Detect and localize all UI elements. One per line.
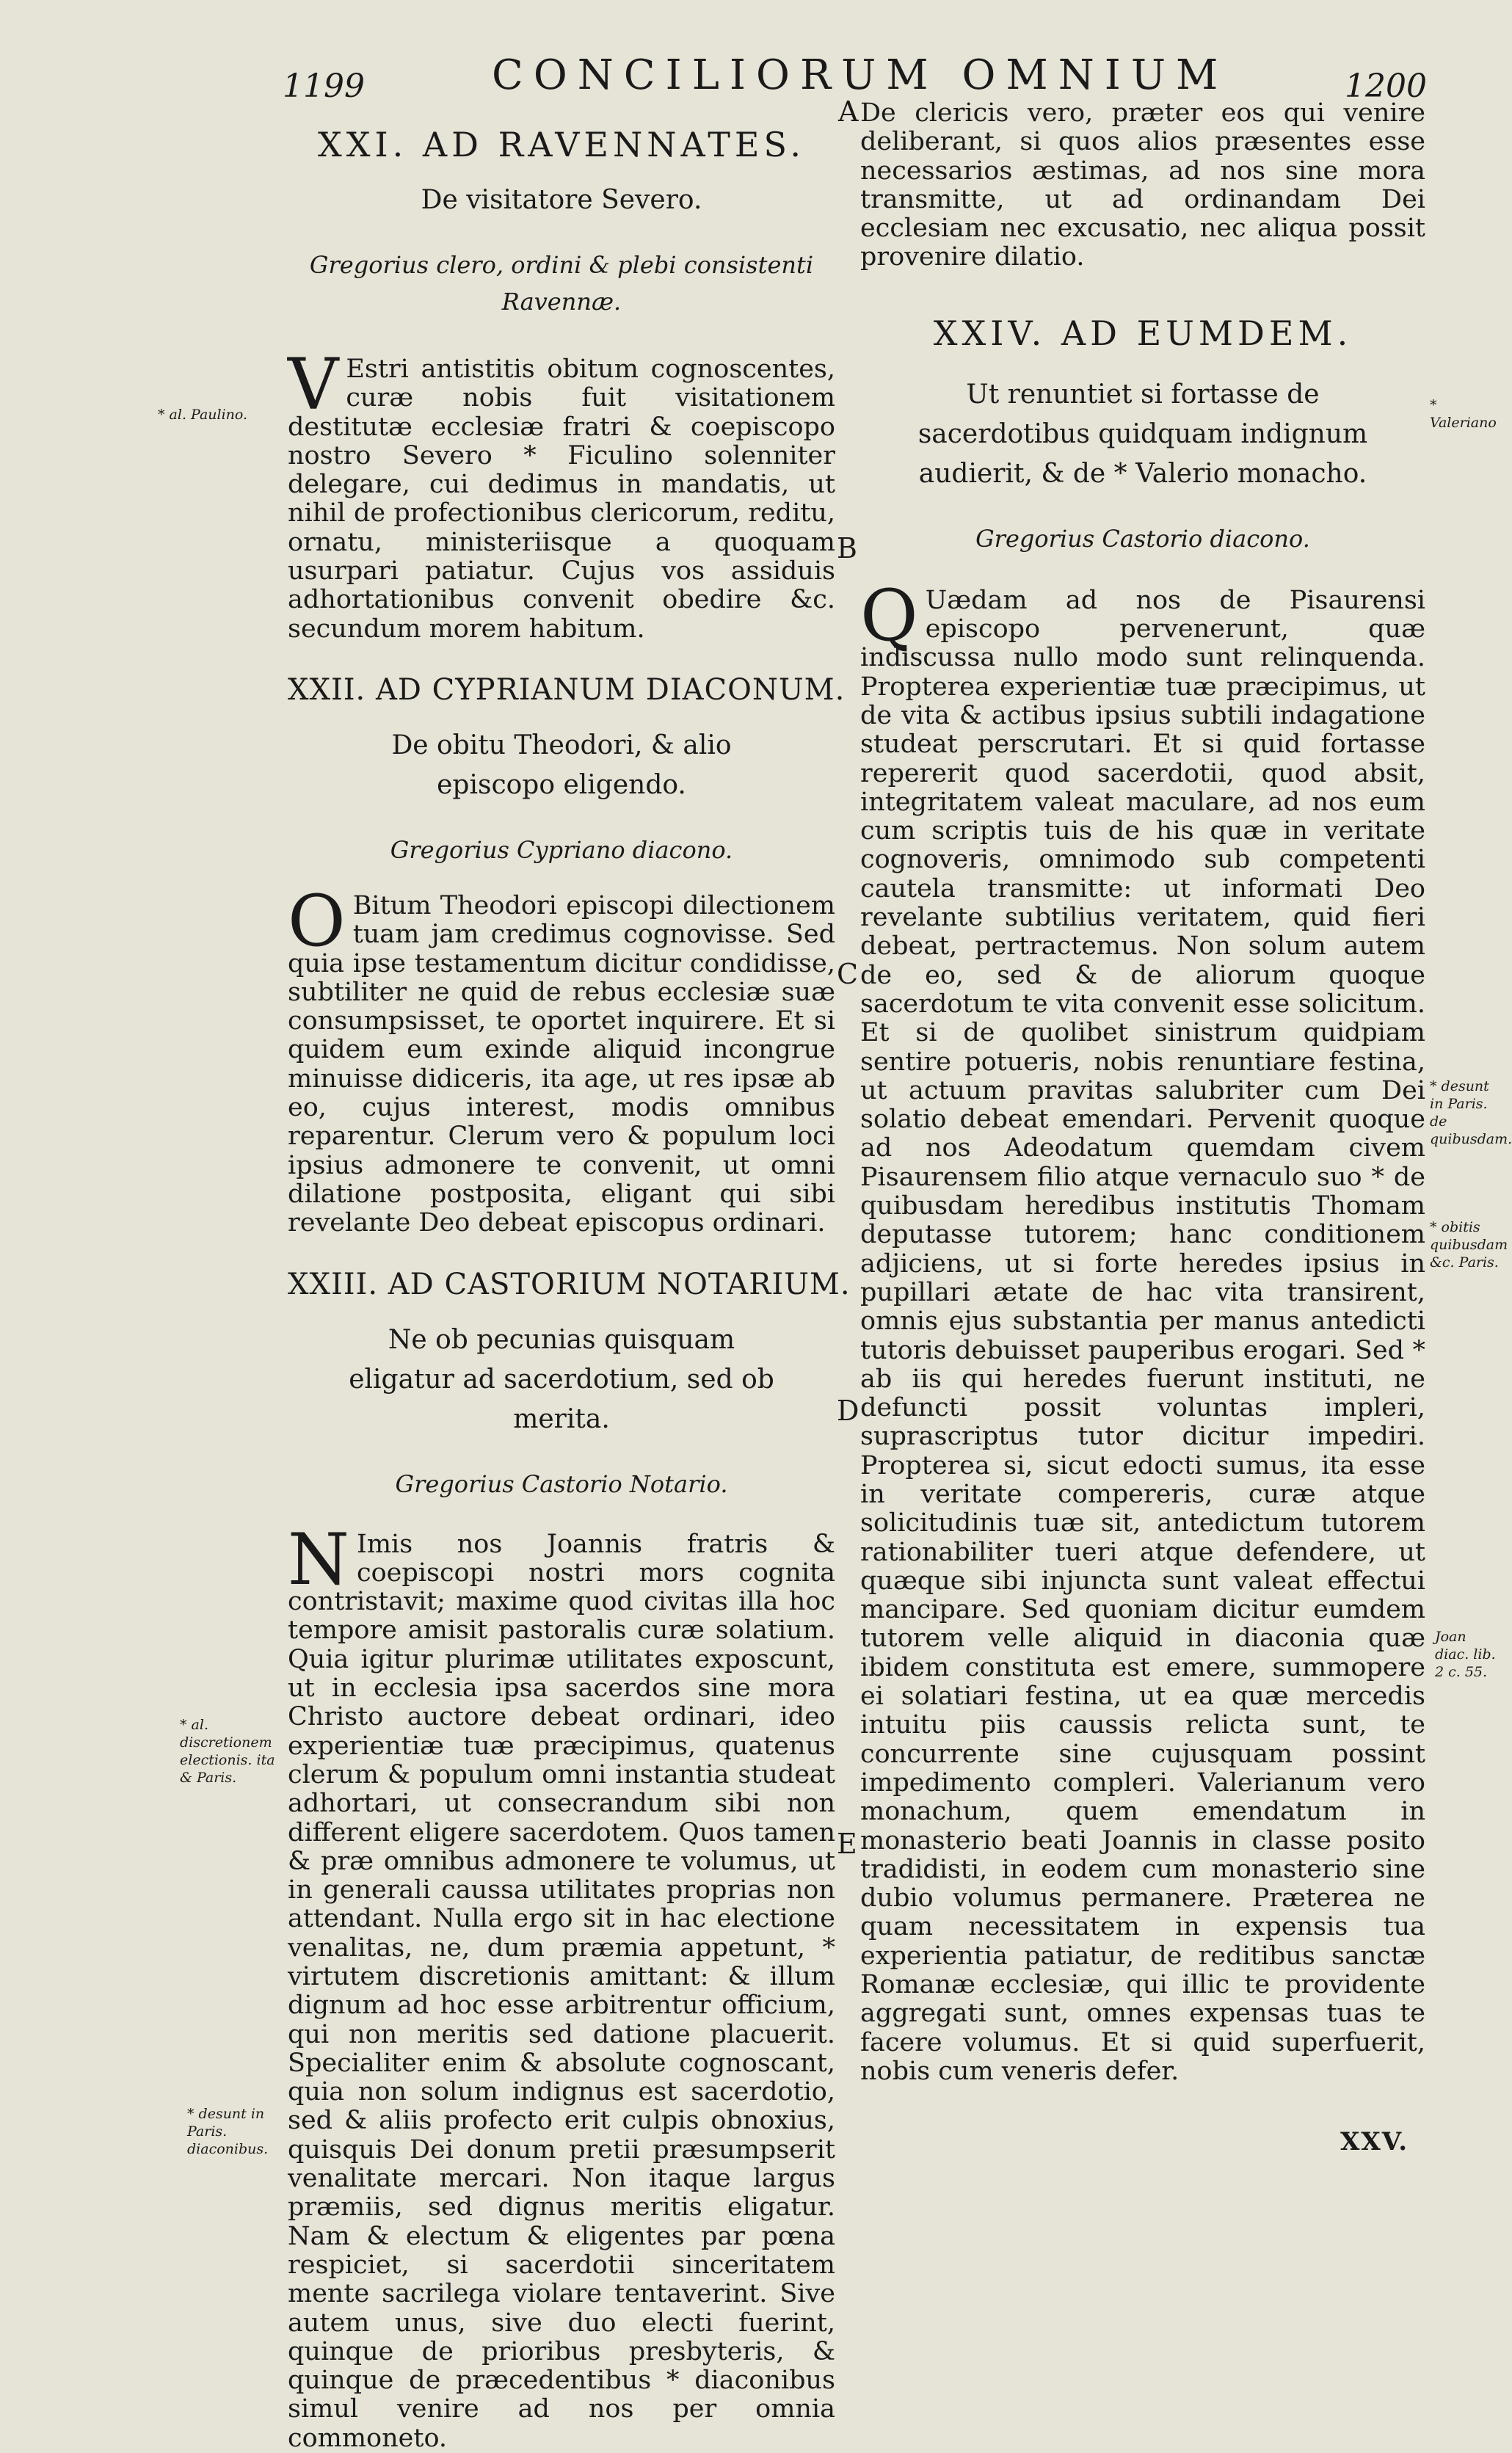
right-column — [860, 99, 1425, 2086]
margin-note: Joan diac. lib. 2 c. 55. — [1435, 1629, 1496, 1680]
margin-note: * al. discretionem electionis. ita & Paris. — [180, 1717, 275, 1786]
catchword: XXV. — [1340, 2127, 1409, 2156]
margin-note: * Valeriano — [1430, 397, 1497, 431]
margin-note: * obitis quibusdam &c. Paris. — [1430, 1219, 1508, 1271]
letter-address: Gregorius Cypriano diacono. — [390, 835, 733, 864]
letter-text: Bitum Theodori episcopi dilectionem tuam jam credimus cognovisse. Sed quia ipse testamentum dicitur condidisse, subtiliter ne quid de rebus ecclesiæ suæ consumpsisset, te oportet inquirere. Et si quidem eum exinde aliquid incongrue minuisse didiceris, ita age, ut res ipsæ ab eo, cujus interest, modis omnibus reparentur. Clerum vero & populum loci ipsius admonere te convenit, ut omni dilatione postposita, eligant qui sibi revelante Deo debeat episcopus ordinari. — [288, 890, 835, 1238]
section-title: XXII. AD CYPRIANUM DIACONUM. — [288, 672, 846, 707]
left-column — [288, 125, 851, 2453]
letter-body — [288, 879, 835, 1238]
letter-continuation: De clericis vero, præter eos qui venire deliberant, si quos alios præsentes esse necessarios æstimas, ad nos sine mora transmitte, ut ad ordinandam Dei ecclesiam nec excusatio, nec aliqua possit provenire dilatio. — [860, 98, 1425, 272]
margin-letter-b: B — [837, 532, 857, 564]
page-number-left: 1199 — [283, 68, 365, 105]
drop-cap: N — [288, 1518, 349, 1601]
drop-cap: V — [288, 344, 339, 426]
section-subtitle: Ne ob pecunias quisquam eligatur ad sacerdotium, sed ob merita. — [349, 1324, 774, 1434]
margin-note: * al. Paulino. — [158, 407, 248, 423]
section-subtitle: Ut renuntiet si fortasse de sacerdotibus quidquam indignum audierit, & de * Valerio monacho. — [917, 379, 1368, 489]
margin-letter-a: A — [838, 95, 859, 128]
letter-body — [288, 1518, 835, 2453]
letter-text: Estri antistitis obitum cognoscentes, curæ nobis fuit visitationem destitutæ ecclesiæ fratri & coepiscopo nostro Severo * Ficulino solenniter delegare, cui dedimus in mandatis, ut nihil de profectionibus clericorum, reditu, ornatu, ministeriisque a quoquam usurpari patiatur. Cujus vos assiduis adhortationibus convenit obedire &c. secundum morem habitum. — [288, 355, 835, 644]
margin-letter-d: D — [837, 1395, 859, 1427]
margin-letter-c: C — [837, 958, 859, 990]
drop-cap: Q — [860, 574, 918, 657]
margin-note: * desunt in Paris. de quibusdam. — [1430, 1078, 1512, 1147]
letter-address: Gregorius clero, ordini & plebi consistenti Ravennæ. — [309, 251, 814, 316]
letter-body — [288, 344, 835, 644]
drop-cap: O — [288, 879, 346, 962]
section-subtitle: De visitatore Severo. — [421, 185, 702, 215]
section-title: XXIII. AD CASTORIUM NOTARIUM. — [288, 1267, 851, 1301]
letter-address: Gregorius Castorio Notario. — [395, 1469, 728, 1498]
running-title: CONCILIORUM OMNIUM — [492, 51, 1229, 99]
page-number-right: 1200 — [1345, 68, 1427, 105]
letter-body — [860, 574, 1425, 2086]
section-title: XXI. AD RAVENNATES. — [318, 125, 805, 164]
margin-note: * desunt in Paris. diaconibus. — [187, 2106, 269, 2157]
letter-text: Uædam ad nos de Pisaurensi episcopo pervenerunt, quæ indiscussa nullo modo sunt relinquenda. Propterea experientiæ tuæ præcipimus, ut de vita & actibus ipsius subtili indagatione studeat perscrutari. Et si quid fortasse repererit quod sacerdotii, quod absit, integritatem valeat maculare, ad nos eum cum scriptis tuis de his quæ in veritate cognoveris, omnimodo sub competenti cautela transmitte: ut informati Deo revelante subtilius veritatem, quid fieri debeat, pertractemus. Non solum autem de eo, sed & de aliorum quoque sacerdotum te vita convenit esse solicitum. Et si de quolibet sinistrum quidpiam sentire potueris, nobis renuntiare festina, ut actuum pravitas salubriter cum Dei solatio debeat emendari. Pervenit quoque ad nos Adeodatum quemdam civem Pisaurensem filio atque vernaculo suo * de quibusdam heredibus institutis Thomam deputasse tutorem; hanc conditionem adjiciens, ut si forte heredes ipsius in pupillari ætate de hac vita transirent, omnis ejus substantia per manus antedicti tutoris debuisset pauperibus erogari. Sed * ab iis qui heredes fuerunt instituti, ne defuncti possit voluntas impleri, suprascriptus tutor dicitur impediri. Propterea si, sicut edocti sumus, ita esse in veritate compereris, curæ atque solicitudinis tuæ sit, antedictum tutorem rationabiliter tueri atque defendere, ut quæque sibi injuncta sunt valeat effectui mancipare. Sed quoniam dicitur eumdem tutorem velle aliquid in diaconia quæ ibidem constituta est emere, summopere ei solatiari festina, ut ea quæ mercedis intuitu piis caussis relicta sunt, te concurrente sine cujusquam possint impedimento compleri. Valerianum vero monachum, quem emendatum in monasterio beati Joannis in classe posito tradidisti, in eodem cum monasterio sine dubio volumus permanere. Præterea ne quam necessitatem in expensis tua experientia patiatur, de reditibus sanctæ Romanæ ecclesiæ, qui illic te providente aggregati sunt, omnes expensas tuas te facere volumus. Et si quid superfuerit, nobis cum veneris defer. — [860, 585, 1425, 2086]
letter-address: Gregorius Castorio diacono. — [975, 524, 1310, 553]
margin-letter-e: E — [837, 1828, 857, 1860]
section-title: XXIV. AD EUMDEM. — [933, 313, 1353, 353]
section-subtitle: De obitu Theodori, & alio episcopo eligendo. — [391, 730, 732, 800]
letter-text: Imis nos Joannis fratris & coepiscopi nostri mors cognita contristavit; maxime quod civitas illa hoc tempore amisit pastoralis curæ solatium. Quia igitur plurimæ utilitates exposcunt, ut in ecclesia ipsa sacerdos sine mora Christo auctore debeat ordinari, ideo experientiæ tuæ præcipimus, quatenus clerum & populum omni instantia studeat adhortari, ut consecrandum sibi non different eligere sacerdotem. Quos tamen & præ omnibus admonere te volumus, ut in generali caussa utilitates proprias non attendant. Nulla ergo sit in hac electione venalitas, ne, dum præmia appetunt, * virtutem discretionis amittant: & illum dignum ad hoc esse arbitrentur officium, qui non meritis sed datione placuerit. Specialiter enim & absolute cognoscant, quia non solum indignus est sacerdotio, sed & aliis profecto erit culpis obnoxius, quisquis Dei donum pretii præsumpserit venalitate mercari. Non itaque largus præmiis, sed dignus meritis eligatur. Nam & electum & eligentes par pœna respiciet, si sacerdotii sinceritatem mente sacrilega violare tentaverint. Sive autem unus, sive duo electi fuerint, quinque de prioribus presbyteris, & quinque de præcedentibus * diaconibus simul venire ad nos per omnia commoneto. — [288, 1529, 835, 2453]
